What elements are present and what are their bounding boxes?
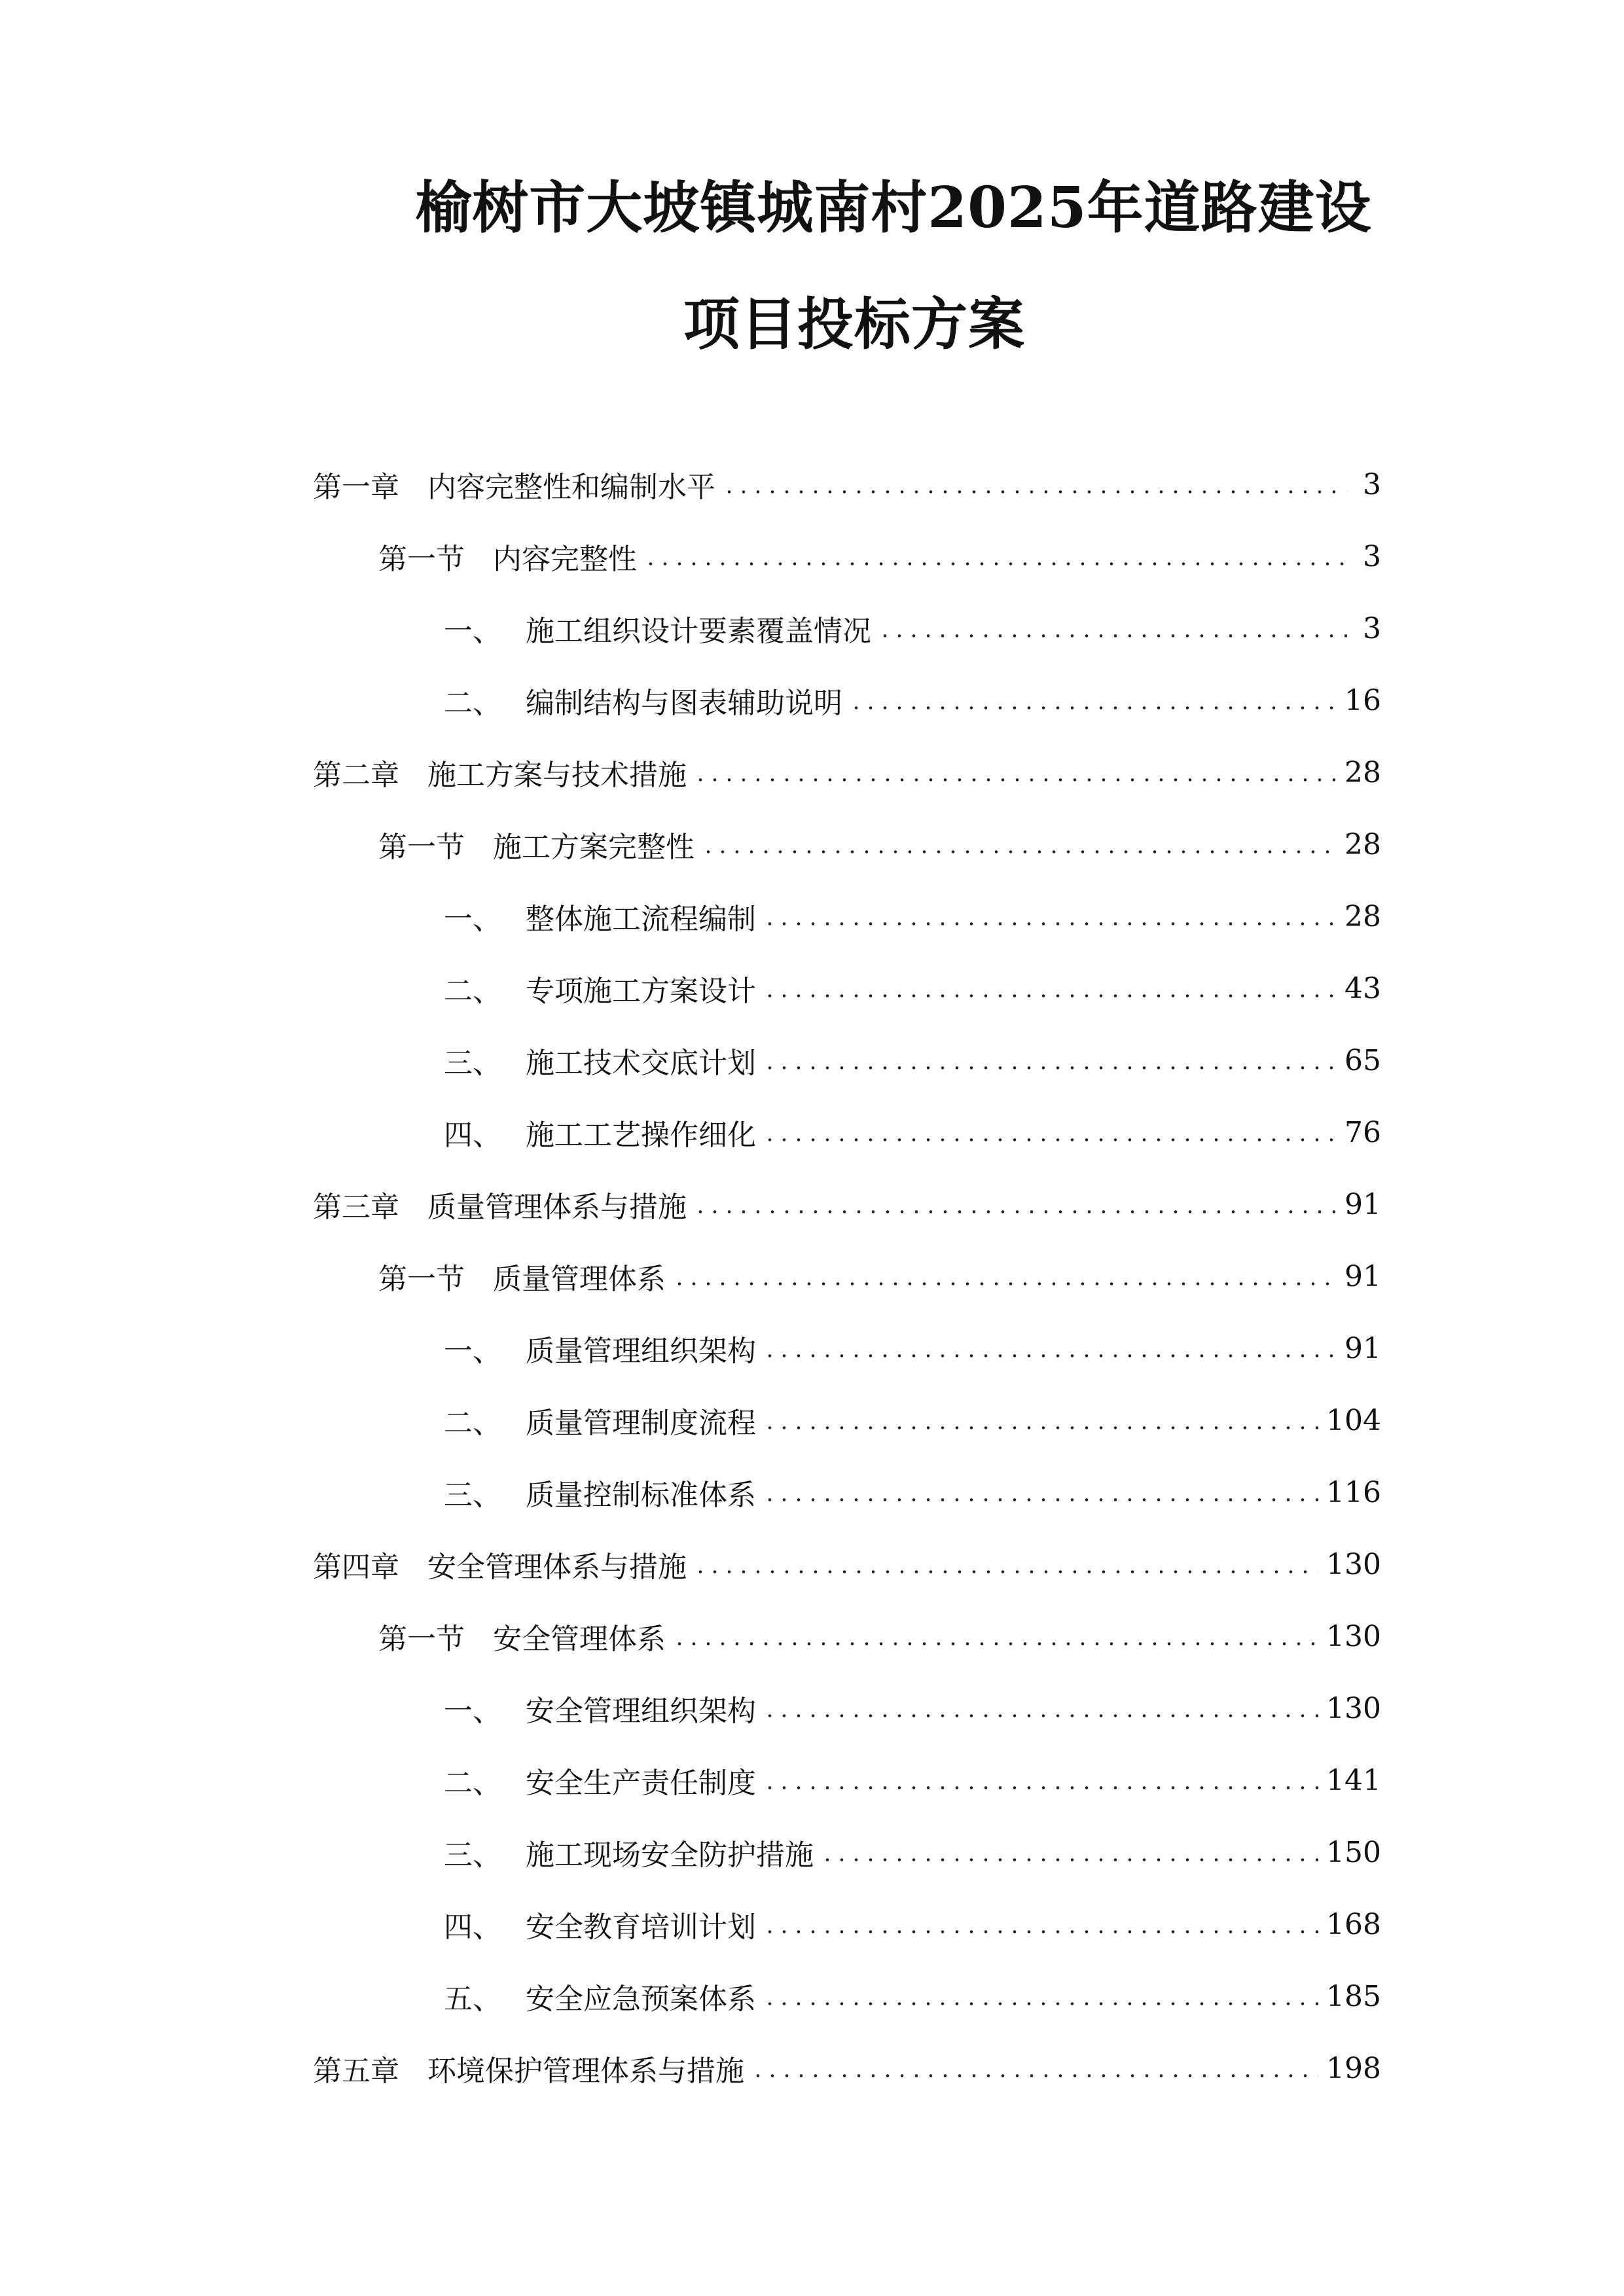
toc-page-number: 3 [1363, 467, 1381, 501]
toc-entry-number: 二、 [444, 1407, 501, 1440]
toc-dot-leader [693, 1550, 1318, 1579]
toc-entry-number: 二、 [444, 687, 501, 720]
toc-entry-number: 一、 [444, 615, 501, 648]
toc-dot-leader [763, 1406, 1318, 1435]
toc-page-number: 28 [1344, 899, 1381, 933]
toc-entry-title: 整体施工流程编制 [526, 903, 756, 936]
toc-entry[interactable] [313, 1528, 1381, 1600]
toc-entry-number: 第一章 [313, 471, 399, 504]
toc-dot-leader [763, 902, 1337, 931]
toc-entry[interactable] [313, 520, 1381, 592]
toc-entry-number: 一、 [444, 1335, 501, 1368]
toc-entry[interactable] [313, 1384, 1381, 1456]
toc-entry-title: 编制结构与图表辅助说明 [526, 687, 842, 720]
toc-page-number: 91 [1344, 1259, 1381, 1293]
title-line-2: 项目投标方案 [683, 291, 1025, 357]
toc-dot-leader [878, 614, 1347, 643]
toc-entry-number: 第五章 [313, 2054, 399, 2088]
title-line-1: 榆树市大坡镇城南村2025年道路建设 [415, 175, 1372, 241]
toc-page-number: 91 [1344, 1187, 1381, 1221]
toc-entry-title: 专项施工方案设计 [526, 975, 756, 1008]
toc-entry-number: 第一节 [378, 543, 465, 576]
toc-dot-leader [763, 1334, 1337, 1363]
toc-entry[interactable] [313, 1672, 1381, 1744]
toc-entry-title: 质量管理组织架构 [526, 1335, 756, 1368]
toc-entry-number: 二、 [444, 975, 501, 1008]
toc-page-number: 16 [1344, 683, 1381, 717]
toc-page-number: 185 [1326, 1979, 1381, 2013]
toc-dot-leader [672, 1622, 1318, 1651]
toc-entry[interactable] [313, 1024, 1381, 1096]
toc-entry-number: 一、 [444, 903, 501, 936]
toc-page-number: 116 [1326, 1475, 1381, 1509]
toc-entry-title: 质量管理制度流程 [526, 1407, 756, 1440]
toc-page-number: 130 [1326, 1619, 1381, 1653]
toc-entry-title: 内容完整性 [493, 543, 637, 576]
toc-entry[interactable] [313, 808, 1381, 880]
toc-page-number: 3 [1363, 539, 1381, 573]
toc-entry[interactable] [313, 1312, 1381, 1384]
toc-dot-leader [763, 1478, 1318, 1507]
toc-entry-number: 第一节 [378, 1263, 465, 1296]
toc-page-number: 198 [1326, 2051, 1381, 2085]
toc-entry-number: 第一节 [378, 1623, 465, 1656]
toc-entry[interactable] [313, 1888, 1381, 1960]
toc-dot-leader [820, 1838, 1318, 1867]
toc-dot-leader [763, 1046, 1337, 1075]
toc-entry[interactable] [313, 1456, 1381, 1528]
toc-entry-number: 第二章 [313, 759, 399, 792]
toc-entry-title: 安全管理组织架构 [526, 1695, 756, 1728]
toc-dot-leader [672, 1262, 1337, 1291]
toc-entry-title: 施工工艺操作细化 [526, 1119, 756, 1152]
toc-entry-title: 内容完整性和编制水平 [427, 471, 715, 504]
toc-entry-title: 安全教育培训计划 [526, 1910, 756, 1944]
toc-entry-title: 施工方案完整性 [493, 831, 695, 864]
toc-entry-title: 施工现场安全防护措施 [526, 1839, 814, 1872]
toc-dot-leader [722, 470, 1347, 499]
toc-entry[interactable] [313, 952, 1381, 1024]
toc-dot-leader [763, 1910, 1318, 1939]
toc-entry-title: 安全管理体系 [493, 1623, 666, 1656]
toc-page-number: 91 [1344, 1331, 1381, 1365]
toc-entry-number: 第一节 [378, 831, 465, 864]
toc-page-number: 28 [1344, 755, 1381, 789]
toc-page-number: 76 [1344, 1115, 1381, 1149]
toc-dot-leader [763, 1766, 1318, 1795]
toc-dot-leader [849, 686, 1337, 715]
toc-entry-number: 五、 [444, 1982, 501, 2016]
toc-dot-leader [763, 1118, 1337, 1147]
toc-dot-leader [763, 1982, 1318, 2011]
toc-entry-number: 四、 [444, 1119, 501, 1152]
toc-dot-leader [763, 1694, 1318, 1723]
toc-entry-title: 施工组织设计要素覆盖情况 [526, 615, 871, 648]
toc-entry-title: 安全生产责任制度 [526, 1767, 756, 1800]
toc-page-number: 141 [1326, 1763, 1381, 1797]
toc-entry-title: 环境保护管理体系与措施 [427, 2054, 744, 2088]
toc-entry[interactable] [313, 1816, 1381, 1888]
toc-dot-leader [751, 2054, 1318, 2083]
toc-entry-title: 安全应急预案体系 [526, 1982, 756, 2016]
toc-dot-leader [763, 974, 1337, 1003]
toc-entry-title: 质量管理体系与措施 [427, 1191, 687, 1224]
toc-entry[interactable] [313, 1240, 1381, 1312]
toc-entry-number: 第三章 [313, 1191, 399, 1224]
document-title [314, 175, 1394, 357]
toc-page-number: 28 [1344, 827, 1381, 861]
toc-entry-title: 安全管理体系与措施 [427, 1551, 687, 1584]
toc-dot-leader [693, 1190, 1337, 1219]
toc-entry[interactable] [313, 592, 1381, 664]
toc-entry-title: 施工技术交底计划 [526, 1047, 756, 1080]
toc-entry[interactable] [313, 1096, 1381, 1168]
toc-page-number: 130 [1326, 1691, 1381, 1725]
toc-entry-title: 质量控制标准体系 [526, 1479, 756, 1512]
toc-entry-number: 二、 [444, 1767, 501, 1800]
table-of-contents [313, 448, 1381, 2104]
toc-entry-number: 四、 [444, 1910, 501, 1944]
toc-page-number: 150 [1326, 1835, 1381, 1869]
toc-page-number: 104 [1326, 1403, 1381, 1437]
toc-entry-number: 三、 [444, 1047, 501, 1080]
toc-entry-title: 施工方案与技术措施 [427, 759, 687, 792]
toc-page-number: 65 [1344, 1043, 1381, 1077]
toc-page-number: 130 [1326, 1547, 1381, 1581]
toc-entry[interactable] [313, 1168, 1381, 1240]
toc-page-number: 168 [1326, 1907, 1381, 1941]
toc-entry[interactable] [313, 736, 1381, 808]
toc-entry-number: 三、 [444, 1479, 501, 1512]
toc-entry[interactable] [313, 664, 1381, 736]
toc-dot-leader [701, 830, 1337, 859]
toc-dot-leader [693, 758, 1337, 787]
toc-entry[interactable] [313, 1744, 1381, 1816]
toc-entry-title: 质量管理体系 [493, 1263, 666, 1296]
toc-entry-number: 三、 [444, 1839, 501, 1872]
toc-entry-number: 第四章 [313, 1551, 399, 1584]
toc-entry[interactable] [313, 448, 1381, 520]
toc-page-number: 43 [1344, 971, 1381, 1005]
toc-entry[interactable] [313, 1960, 1381, 2032]
toc-entry[interactable] [313, 2032, 1381, 2104]
toc-dot-leader [643, 542, 1347, 571]
toc-page-number: 3 [1363, 611, 1381, 645]
toc-entry[interactable] [313, 880, 1381, 952]
toc-entry-number: 一、 [444, 1695, 501, 1728]
toc-entry[interactable] [313, 1600, 1381, 1672]
